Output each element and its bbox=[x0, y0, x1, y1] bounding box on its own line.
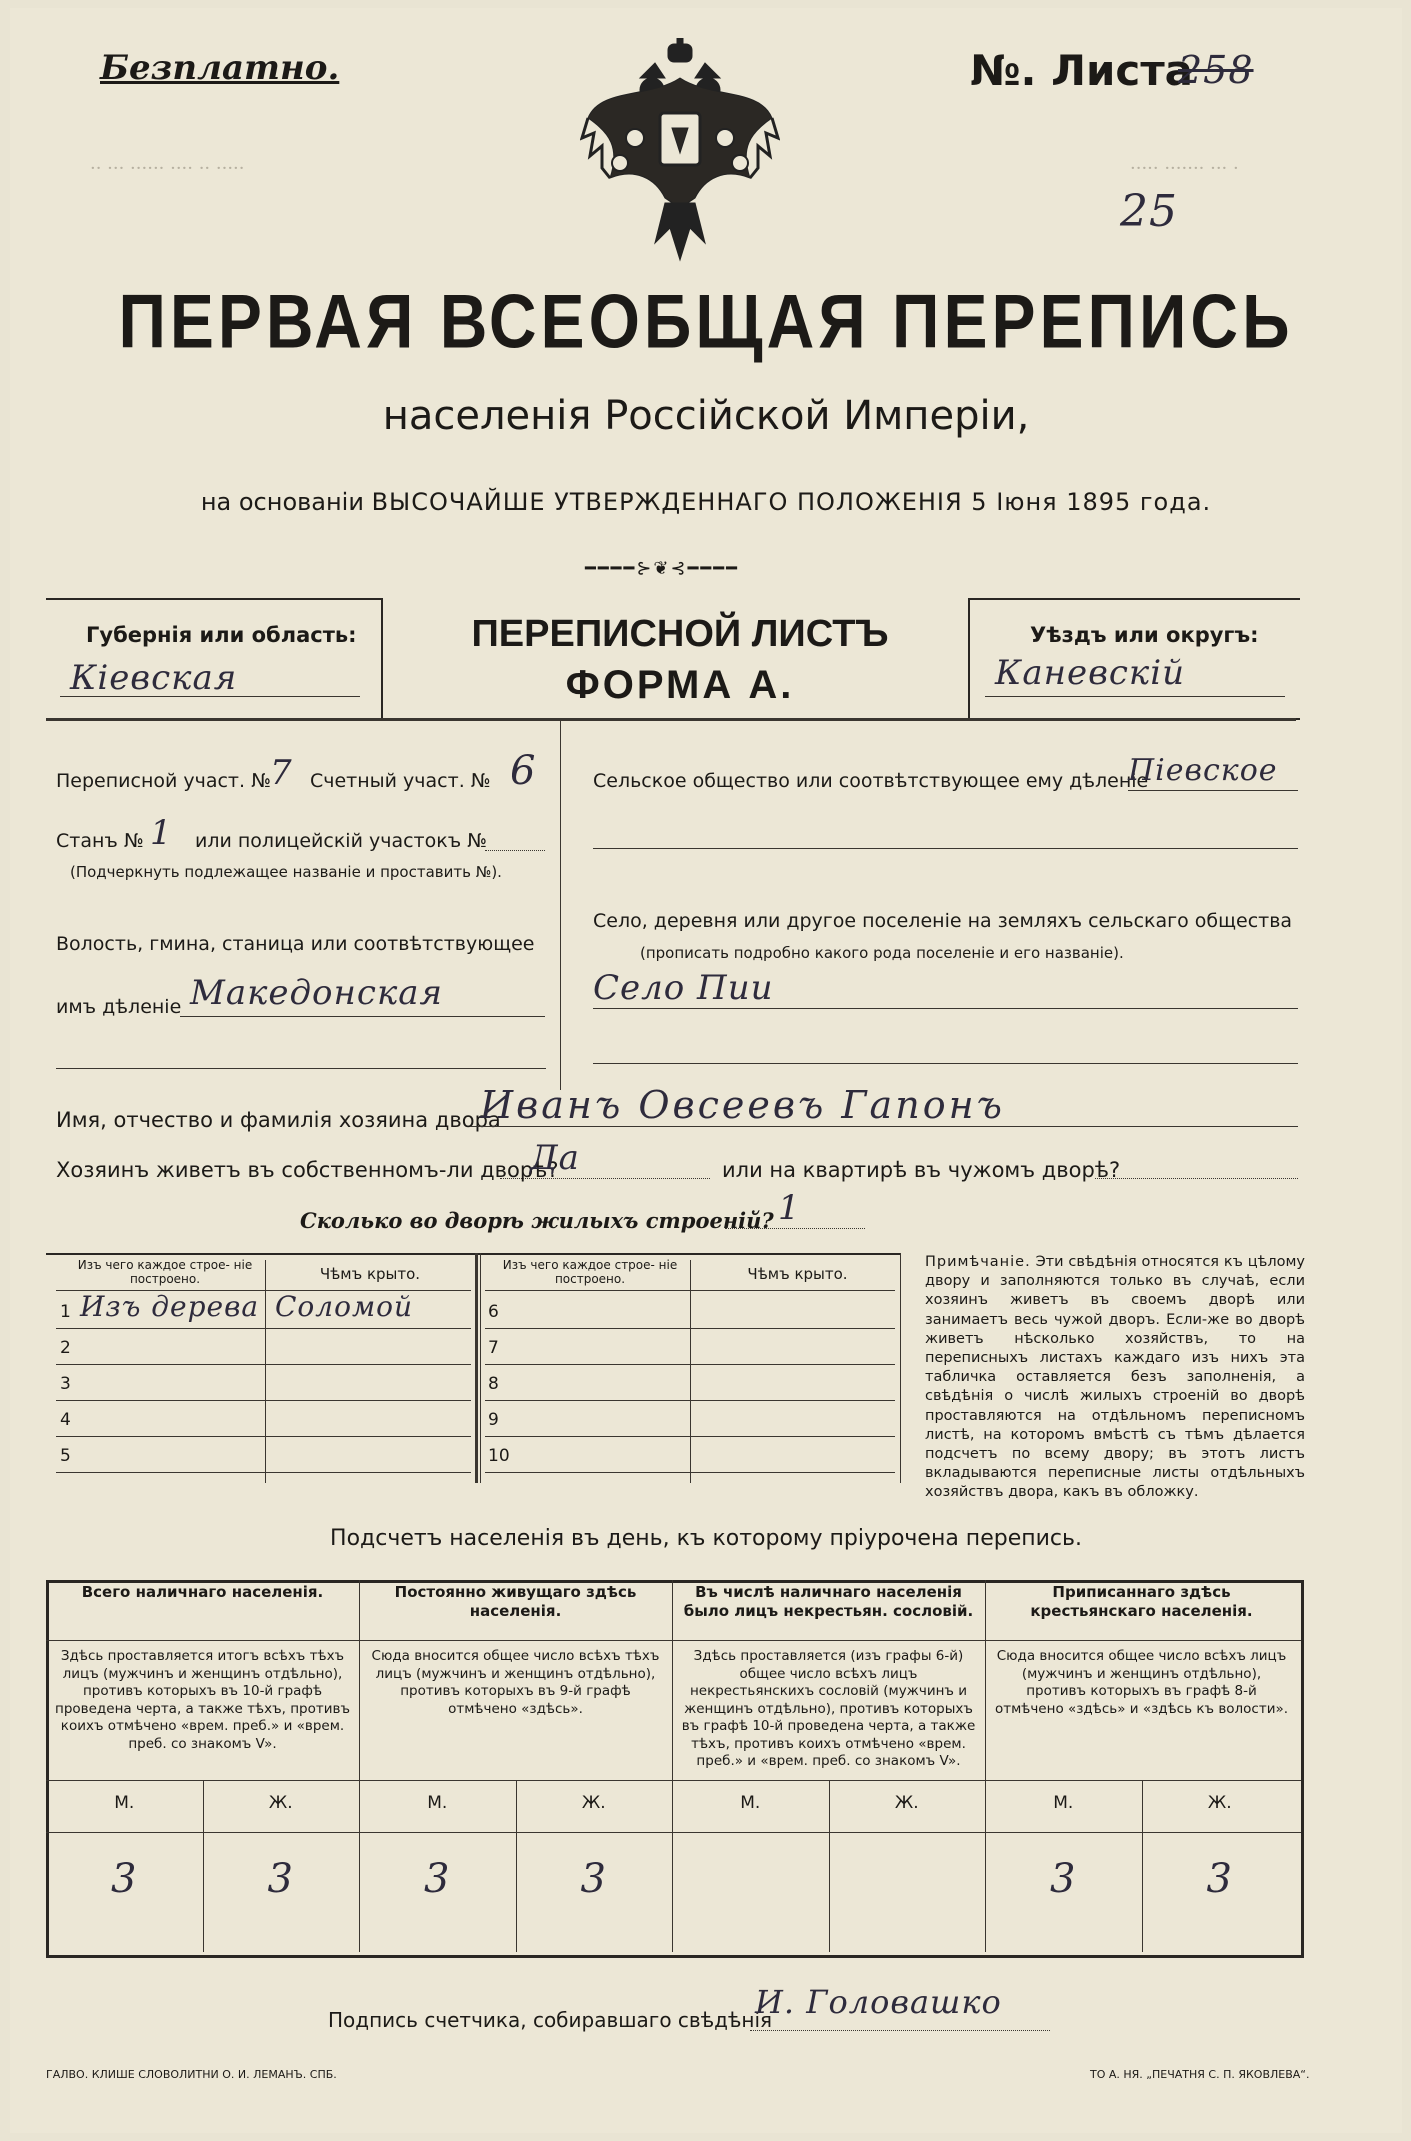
population-col-description: Здѣсь проставляется (изъ графы 6-й) общее число всѣхъ лицъ некрестьянскихъ сословій (мужчинъ и женщинъ отдѣльно), противъ которыхъ въ графѣ 10-й проведена черта, а также тѣхъ, противъ коихъ отмѣчено «врем. преб.» и «врем. преб. со знакомъ V». bbox=[681, 1648, 976, 1769]
society-label: Сельское общество или соотвѣтствующее ему дѣленіе bbox=[593, 770, 1149, 792]
imperial-eagle-icon bbox=[580, 38, 780, 263]
volost-line bbox=[180, 1016, 545, 1017]
form-column-divider bbox=[560, 720, 561, 1090]
signature-value: И. Головашко bbox=[755, 1983, 1002, 2021]
buildings-col-roof: Чѣмъ крыто. bbox=[319, 1265, 421, 1283]
building-row-number: 6 bbox=[488, 1302, 499, 1322]
sheet-number-handwritten: 25 bbox=[1120, 186, 1178, 237]
sheet-number-value: 258 bbox=[1178, 48, 1254, 92]
population-male-value: 3 bbox=[424, 1856, 451, 1902]
page-title: ПЕРВАЯ ВСЕОБЩАЯ ПЕРЕПИСЬ bbox=[118, 278, 1294, 364]
count-section-value: 6 bbox=[510, 748, 537, 794]
buildings-col-material-right: Изъ чего каждое строе- ніе построено. bbox=[502, 1258, 678, 1286]
buildings-divider bbox=[900, 1253, 901, 1483]
legal-basis-text: ВЫСОЧАЙШЕ УТВЕРЖДЕННАГО ПОЛОЖЕНІЯ 5 Іюня 1895 года. bbox=[371, 488, 1212, 516]
population-male-label: М. bbox=[1053, 1793, 1074, 1813]
village-line-2 bbox=[593, 1063, 1298, 1064]
buildings-col-material: Изъ чего каждое строе- ніе построено. bbox=[77, 1258, 253, 1286]
building-row-line bbox=[56, 1328, 471, 1329]
population-col-description: Сюда вносится общее число всѣхъ тѣхъ лицъ (мужчинъ и женщинъ отдѣльно), противъ которыхъ въ 9-й графѣ отмѣчено «здѣсь». bbox=[371, 1648, 660, 1717]
population-male-label: М. bbox=[740, 1793, 761, 1813]
district-value: Каневскій bbox=[995, 653, 1186, 693]
note-title: Примѣчаніе. bbox=[925, 1254, 1031, 1270]
population-male-label: М. bbox=[114, 1793, 135, 1813]
population-col-header: Въ числѣ наличнаго населенія было лицъ некрестьян. сословій. bbox=[683, 1583, 974, 1620]
police-section-line bbox=[485, 850, 545, 851]
stan-value: 1 bbox=[150, 813, 173, 853]
population-female-value: 3 bbox=[1206, 1856, 1233, 1902]
building-row-roof: Соломой bbox=[275, 1290, 414, 1323]
other-yard-label: или на квартирѣ въ чужомъ дворѣ? bbox=[722, 1158, 1121, 1182]
owner-label: Имя, отчество и фамилія хозяина двора bbox=[56, 1108, 501, 1132]
population-female-label: Ж. bbox=[1207, 1793, 1232, 1813]
owner-value: Иванъ Овсеевъ Гапонъ bbox=[480, 1083, 1005, 1127]
buildings-table bbox=[46, 1253, 901, 1485]
building-row-number: 10 bbox=[488, 1446, 510, 1466]
building-row-number: 7 bbox=[488, 1338, 499, 1358]
village-line bbox=[593, 1008, 1298, 1009]
village-value: Село Пии bbox=[593, 968, 774, 1008]
building-row-line bbox=[485, 1364, 895, 1365]
own-yard-label: Хозяинъ живетъ въ собственномъ-ли дворѣ? bbox=[56, 1158, 559, 1182]
bleed-through-text: ·· ··· ······ ···· ·· ····· bbox=[90, 158, 245, 179]
population-title: Подсчетъ населенія въ день, къ которому пріурочена перепись. bbox=[330, 1526, 1082, 1551]
population-col-header: Постоянно живущаго здѣсь населенія. bbox=[394, 1583, 637, 1620]
form-name: ПЕРЕПИСНОЙ ЛИСТЪ bbox=[471, 613, 889, 655]
count-section-label: Счетный участ. № bbox=[310, 770, 491, 792]
buildings-header-rule bbox=[485, 1290, 895, 1291]
free-label: Безплатно. bbox=[100, 48, 340, 88]
village-note: (прописать подробно какого рода поселеніе и его названіе). bbox=[640, 944, 1124, 962]
building-row-material: Изъ дерева bbox=[80, 1290, 260, 1323]
signature-label: Подпись счетчика, собиравшаго свѣдѣнія bbox=[328, 2008, 773, 2032]
legal-basis bbox=[10, 488, 1402, 516]
population-male-label: М. bbox=[427, 1793, 448, 1813]
building-row-line bbox=[56, 1400, 471, 1401]
footer-left: ГАЛВО. КЛИШЕ СЛОВОЛИТНИ О. И. ЛЕМАНЪ. СПБ. bbox=[46, 2068, 337, 2081]
population-col-divider bbox=[672, 1580, 673, 1952]
population-row-rule bbox=[46, 1640, 1301, 1641]
note-text: Эти свѣдѣнія относятся къ цѣлому двору и заполняются только въ случаѣ, если хозяинъ живетъ въ своемъ дворѣ или занимаетъ весь чужой дворъ. Если-же во дворѣ живетъ нѣсколько хозяйствъ, то на переписныхъ листахъ каждаго изъ нихъ эта табличка оставляется безъ заполненія, а свѣдѣнія о числѣ жилыхъ строеній во дворѣ проставляются на отдѣльномъ переписномъ листѣ, на которомъ вмѣстѣ съ тѣмъ дѣлается подсчетъ по всему двору; въ этотъ листъ вкладываются переписные листы отдѣльныхъ хозяйствъ двора, какъ въ обложку. bbox=[925, 1254, 1305, 1501]
province-line bbox=[60, 696, 360, 697]
building-row-line bbox=[56, 1364, 471, 1365]
building-row-number: 4 bbox=[60, 1410, 71, 1430]
volost-line-2 bbox=[56, 1068, 546, 1069]
village-label: Село, деревня или другое поселеніе на земляхъ сельскаго общества bbox=[593, 910, 1293, 932]
building-row-number: 5 bbox=[60, 1446, 71, 1466]
population-female-label: Ж. bbox=[268, 1793, 293, 1813]
population-male-value: 3 bbox=[111, 1856, 138, 1902]
population-female-value: 3 bbox=[580, 1856, 607, 1902]
census-section-value: 7 bbox=[270, 753, 293, 793]
form-header-rule bbox=[46, 718, 1296, 721]
district-line bbox=[985, 696, 1285, 697]
population-male-value: 3 bbox=[1050, 1856, 1077, 1902]
volost-label: Волость, гмина, станица или соотвѣтствующее bbox=[56, 933, 535, 955]
footer-right: ТО А. НЯ. „ПЕЧАТНЯ С. П. ЯКОВЛЕВА“. bbox=[1090, 2068, 1310, 2081]
note-block bbox=[925, 1253, 1305, 1503]
province-label: Губернія или область: bbox=[86, 623, 357, 647]
bleed-through-text: ····· ······· ··· · bbox=[1130, 158, 1239, 179]
district-label: Уѣздъ или округъ: bbox=[1030, 623, 1259, 647]
buildings-divider bbox=[480, 1253, 481, 1483]
census-section-label: Переписной участ. № bbox=[56, 770, 271, 792]
building-row-line bbox=[485, 1472, 895, 1473]
population-row-rule bbox=[46, 1832, 1301, 1833]
sheet-number-label: №. Листа bbox=[970, 46, 1194, 95]
population-female-value: 3 bbox=[267, 1856, 294, 1902]
underline-note: (Подчеркнуть подлежащее названіе и проставить №). bbox=[70, 863, 502, 881]
population-col-description: Здѣсь проставляется итогъ всѣхъ тѣхъ лицъ (мужчинъ и женщинъ отдѣльно), противъ которыхъ въ 10-й графѣ проведена черта, а также тѣхъ, противъ коихъ отмѣчено «врем. преб.» и «врем. преб. со знакомъ V». bbox=[55, 1648, 350, 1752]
buildings-col-roof-right: Чѣмъ крыто. bbox=[747, 1265, 848, 1283]
building-row-line bbox=[485, 1436, 895, 1437]
building-row-line bbox=[485, 1400, 895, 1401]
signature-line bbox=[750, 2030, 1050, 2031]
population-row-rule bbox=[46, 1780, 1301, 1781]
buildings-value: 1 bbox=[778, 1188, 801, 1228]
building-row-line bbox=[485, 1328, 895, 1329]
building-row-number: 1 bbox=[60, 1302, 71, 1322]
building-row-number: 3 bbox=[60, 1374, 71, 1394]
volost-label-cont: имъ дѣленіе bbox=[56, 996, 182, 1018]
own-yard-value: Да bbox=[530, 1138, 580, 1178]
police-section-label: или полицейскій участокъ № bbox=[195, 830, 487, 852]
buildings-divider bbox=[265, 1260, 266, 1483]
other-yard-line bbox=[1095, 1178, 1298, 1179]
society-value: Пiевское bbox=[1128, 753, 1278, 788]
buildings-label: Сколько во дворѣ жилыхъ строеній? bbox=[300, 1208, 774, 1233]
page-subtitle: населенія Россійской Имперіи, bbox=[382, 393, 1030, 439]
society-line-2 bbox=[593, 848, 1298, 849]
census-form-page bbox=[10, 8, 1402, 2133]
society-line bbox=[1128, 790, 1298, 791]
building-row-number: 9 bbox=[488, 1410, 499, 1430]
owner-line bbox=[470, 1126, 1298, 1127]
province-value: Кіевская bbox=[70, 658, 238, 698]
own-yard-line bbox=[500, 1178, 710, 1179]
population-col-header: Всего наличнаго населенія. bbox=[81, 1583, 324, 1601]
building-row-number: 2 bbox=[60, 1338, 71, 1358]
building-row-line bbox=[56, 1472, 471, 1473]
population-table bbox=[46, 1580, 1304, 1958]
buildings-divider bbox=[690, 1260, 691, 1483]
form-type: ФОРМА А. bbox=[565, 663, 795, 707]
population-female-label: Ж. bbox=[894, 1793, 919, 1813]
population-female-label: Ж. bbox=[581, 1793, 606, 1813]
buildings-line bbox=[725, 1228, 865, 1229]
buildings-divider bbox=[475, 1253, 478, 1483]
population-col-description: Сюда вносится общее число всѣхъ лицъ (мужчинъ и женщинъ отдѣльно), противъ которыхъ въ графѣ 8-й отмѣчено «здѣсь» и «здѣсь къ волости». bbox=[994, 1648, 1289, 1717]
volost-value: Македонская bbox=[190, 973, 444, 1013]
building-row-number: 8 bbox=[488, 1374, 499, 1394]
building-row-line bbox=[56, 1436, 471, 1437]
ornament-divider: ━━━━⊱❦⊰━━━━ bbox=[585, 558, 739, 579]
legal-basis-prefix: на основаніи bbox=[200, 488, 364, 516]
stan-label: Станъ № bbox=[56, 830, 144, 852]
population-col-header: Приписаннаго здѣсь крестьянскаго населенія. bbox=[1030, 1583, 1253, 1620]
